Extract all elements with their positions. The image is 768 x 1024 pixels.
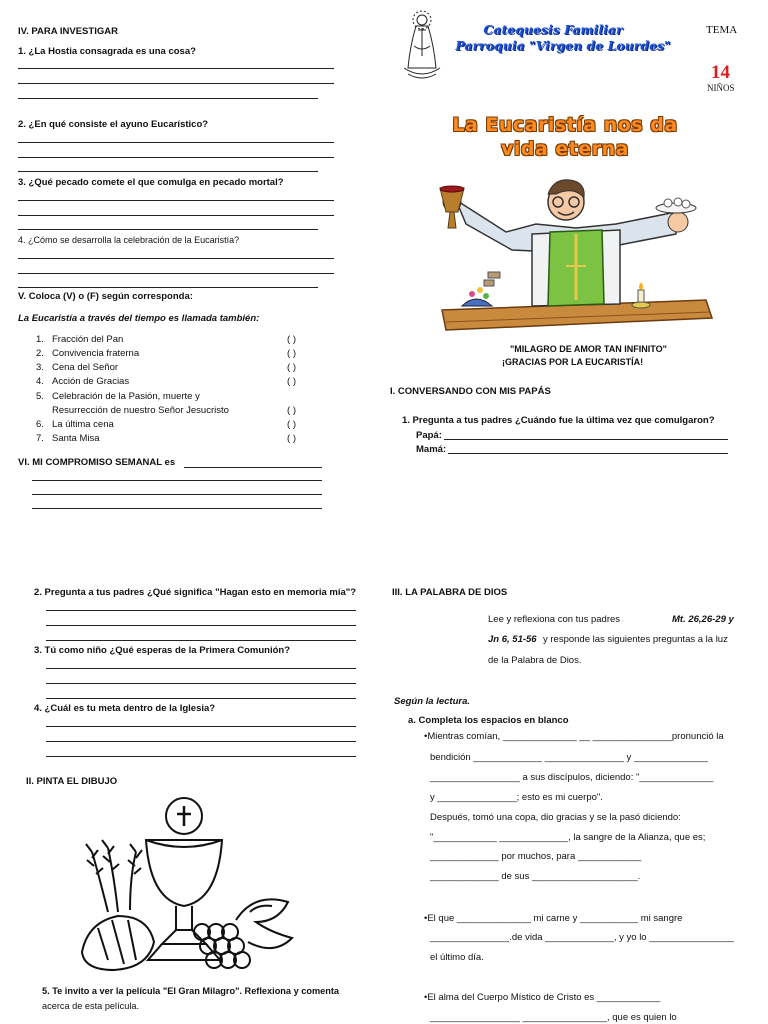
fill-line[interactable]: •El que ______________ mi carne y ___________ mi sangre <box>424 913 683 924</box>
answer-line[interactable] <box>18 98 318 99</box>
fill-line[interactable]: _____________ por muchos, para ____________ <box>430 851 642 862</box>
list-item: 3. Cena del Señor ( ) <box>36 362 296 373</box>
list-item: Resurrección de nuestro Señor Jesucristo ( ) <box>52 405 296 416</box>
segun-lectura: Según la lectura. <box>394 696 471 707</box>
main-title-line-1: La Eucaristía nos da <box>452 114 678 136</box>
fill-line[interactable]: •Mientras comían, ______________ __ _______________pronunció la <box>424 731 724 742</box>
fill-line[interactable]: bendición _____________ _______________ y ______________ <box>430 752 708 763</box>
question-4-goal: 4. ¿Cuál es tu meta dentro de la Iglesia? <box>34 703 216 714</box>
section-3-title: III. LA PALABRA DE DIOS <box>392 587 508 598</box>
org-line-2: Parroquia "Virgen de Lourdes" <box>455 38 671 53</box>
fill-line[interactable]: y _______________; esto es mi cuerpo". <box>430 792 603 803</box>
answer-line[interactable] <box>184 467 322 468</box>
answer-line[interactable] <box>18 273 334 274</box>
answer-line[interactable] <box>32 508 322 509</box>
question-1: 1. ¿La Hostia consagrada es una cosa? <box>18 46 196 57</box>
section-5-subtitle: La Eucaristía a través del tiempo es llamada también: <box>18 313 260 324</box>
question-2-parents: 2. Pregunta a tus padres ¿Qué significa "Hagan esto en memoria mía"? <box>34 587 357 598</box>
fill-line[interactable]: •El alma del Cuerpo Místico de Cristo es ____________ <box>424 992 661 1003</box>
answer-line[interactable] <box>18 157 334 158</box>
papa-answer-line[interactable] <box>444 439 728 440</box>
list-item: 6. La última cena ( ) <box>36 419 296 430</box>
answer-line[interactable] <box>18 258 334 259</box>
question-3-child: 3. Tú como niño ¿Qué esperas de la Primera Comunión? <box>34 645 291 656</box>
tema-number: 14 <box>711 62 730 83</box>
item-a-title: a. Completa los espacios en blanco <box>408 715 569 726</box>
answer-line[interactable] <box>18 171 318 172</box>
caption-line-2: ¡GRACIAS POR LA EUCARISTÍA! <box>502 357 644 367</box>
answer-line[interactable] <box>46 668 356 669</box>
virgin-mary-icon <box>400 6 444 82</box>
answer-line[interactable] <box>32 480 322 481</box>
answer-line[interactable] <box>46 610 356 611</box>
list-item: 5. Celebración de la Pasión, muerte y <box>36 391 200 402</box>
fill-line: Después, tomó una copa, dio gracias y se la pasó diciendo: <box>430 812 681 823</box>
section-6-title: VI. MI COMPROMISO SEMANAL es <box>18 457 176 468</box>
answer-line[interactable] <box>18 229 318 230</box>
papa-label: Papá: <box>416 430 442 441</box>
question-2: 2. ¿En qué consiste el ayuno Eucarístico? <box>18 119 209 130</box>
answer-line[interactable] <box>46 683 356 684</box>
question-4: 4. ¿Cómo se desarrolla la celebración de la Eucaristía? <box>18 235 240 245</box>
fill-line[interactable]: _________________ a sus discípulos, diciendo: "______________ <box>430 772 714 783</box>
section-4-title: IV. PARA INVESTIGAR <box>18 26 118 37</box>
fill-line[interactable]: _________________ ________________, que es quien lo <box>430 1012 677 1023</box>
question-5-line-1: 5. Te invito a ver la película "El Gran Milagro". Reflexiona y comenta <box>42 986 340 996</box>
answer-line[interactable] <box>46 741 356 742</box>
question-3: 3. ¿Qué pecado comete el que comulga en pecado mortal? <box>18 177 284 188</box>
mama-label: Mamá: <box>416 444 447 455</box>
mama-answer-line[interactable] <box>448 453 728 454</box>
main-title-line-2: vida eterna <box>500 138 629 160</box>
tema-label: TEMA <box>706 24 738 36</box>
fill-line[interactable]: _____________ de sus ____________________. <box>430 871 641 882</box>
answer-box[interactable]: ( ) <box>287 405 296 416</box>
audience-label: NIÑOS <box>707 83 735 93</box>
fill-line[interactable]: _______________.de vida _____________, y yo lo ________________ <box>430 932 734 943</box>
intro-text-a: Lee y reflexiona con tus padres <box>488 614 621 625</box>
answer-line[interactable] <box>46 640 356 641</box>
list-item: 1. Fracción del Pan ( ) <box>36 334 296 345</box>
section-5-title: V. Coloca (V) o (F) según corresponda: <box>18 291 193 302</box>
intro-text-b: y responde las siguientes preguntas a la luz <box>543 634 728 645</box>
answer-box[interactable]: ( ) <box>287 433 296 444</box>
answer-line[interactable] <box>46 756 356 757</box>
intro-text-c: de la Palabra de Dios. <box>488 655 582 666</box>
answer-line[interactable] <box>18 287 318 288</box>
question-1-parents: 1. Pregunta a tus padres ¿Cuándo fue la última vez que comulgaron? <box>402 415 715 426</box>
answer-box[interactable]: ( ) <box>287 348 296 359</box>
answer-line[interactable] <box>32 494 322 495</box>
answer-line[interactable] <box>18 142 334 143</box>
list-item: 2. Convivencia fraterna ( ) <box>36 348 296 359</box>
priest-illustration <box>436 172 716 334</box>
caption-line-1: "MILAGRO DE AMOR TAN INFINITO" <box>510 344 667 354</box>
answer-line[interactable] <box>18 68 334 69</box>
answer-box[interactable]: ( ) <box>287 419 296 430</box>
answer-box[interactable]: ( ) <box>287 362 296 373</box>
section-1-title: I. CONVERSANDO CON MIS PAPÁS <box>390 386 551 397</box>
answer-line[interactable] <box>18 215 334 216</box>
answer-box[interactable]: ( ) <box>287 334 296 345</box>
section-2-title: II. PINTA EL DIBUJO <box>26 776 118 787</box>
chalice-coloring-drawing[interactable] <box>78 792 300 978</box>
answer-line[interactable] <box>18 83 334 84</box>
answer-line[interactable] <box>46 698 356 699</box>
list-item: 7. Santa Misa ( ) <box>36 433 296 444</box>
answer-line[interactable] <box>18 200 334 201</box>
intro-reference-2: Jn 6, 51-56 <box>488 634 537 645</box>
answer-line[interactable] <box>46 726 356 727</box>
question-5-line-2: acerca de esta película. <box>42 1001 140 1011</box>
fill-line[interactable]: "____________ _____________, la sangre de la Alianza, que es; <box>430 832 706 843</box>
org-line-1: Catequesis Familiar <box>483 22 623 37</box>
answer-box[interactable]: ( ) <box>287 376 296 387</box>
list-item: 4. Acción de Gracias ( ) <box>36 376 296 387</box>
answer-line[interactable] <box>46 625 356 626</box>
fill-line: el último día. <box>430 952 484 963</box>
intro-reference-1: Mt. 26,26-29 y <box>672 614 734 625</box>
